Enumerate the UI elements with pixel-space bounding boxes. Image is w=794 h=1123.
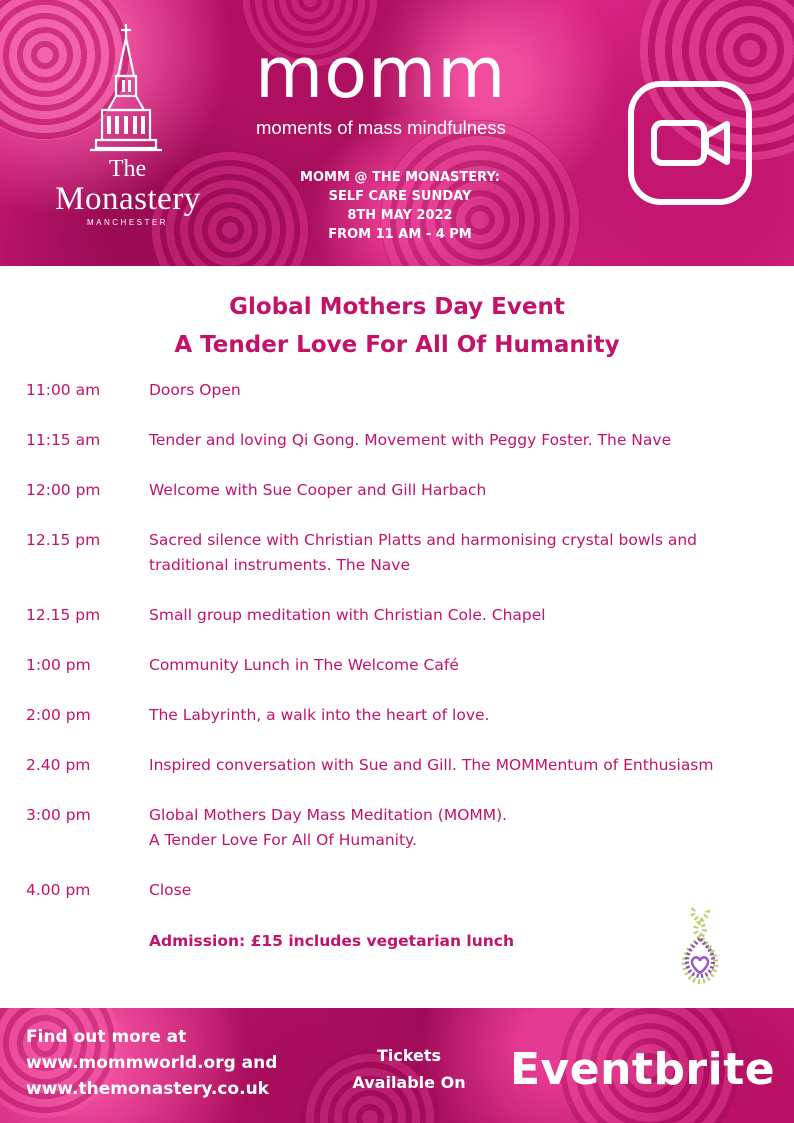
schedule-desc: Tender and loving Qi Gong. Movement with Peggy Foster. The Nave: [149, 431, 672, 449]
title-line: A Tender Love For All Of Humanity: [174, 332, 620, 358]
schedule-row: [26, 703, 766, 728]
momm-logo: momm: [255, 32, 507, 114]
schedule-desc: Sacred silence with Christian Platts and harmonising crystal bowls and traditional instruments. The Nave: [149, 531, 697, 574]
schedule-time: 12.15 pm: [26, 606, 101, 624]
schedule-time: 4.00 pm: [26, 881, 91, 899]
schedule-desc: Welcome with Sue Cooper and Gill Harbach: [149, 481, 487, 499]
schedule-time: 2:00 pm: [26, 706, 91, 724]
schedule-row: [26, 803, 766, 853]
event-details: [265, 168, 535, 244]
venue-name-the: The: [108, 156, 147, 182]
header-banner: [0, 0, 794, 266]
admission-info: Admission: £15 includes vegetarian lunch: [149, 932, 515, 950]
website-link[interactable]: www.mommworld.org and: [26, 1053, 278, 1073]
schedule-row: [26, 653, 766, 678]
title-line: Global Mothers Day Event: [229, 294, 565, 320]
schedule-row: [26, 528, 766, 578]
schedule-desc: Close: [149, 881, 192, 899]
schedule-row: [26, 428, 766, 453]
venue-name: Monastery: [55, 181, 201, 217]
schedule-time: 11:00 am: [26, 381, 101, 399]
schedule-row: [26, 378, 766, 403]
heart-pendant-icon: [672, 905, 728, 993]
event-line: MOMM @ THE MONASTERY:: [300, 170, 500, 185]
schedule-row: [26, 603, 766, 628]
schedule-time: 1:00 pm: [26, 656, 91, 674]
schedule-desc: Inspired conversation with Sue and Gill. The MOMMentum of Enthusiasm: [149, 756, 714, 774]
schedule-desc-line: Global Mothers Day Mass Meditation (MOMM).: [149, 806, 508, 824]
find-out-more: [26, 1024, 326, 1102]
tickets-line: Available On: [352, 1073, 466, 1092]
video-camera-icon: [627, 80, 753, 206]
schedule-time: 3:00 pm: [26, 806, 91, 824]
page-title: [0, 288, 794, 364]
schedule-desc: Community Lunch in The Welcome Café: [149, 656, 459, 674]
schedule-time: 2.40 pm: [26, 756, 91, 774]
schedule-desc-line: A Tender Love For All Of Humanity.: [149, 831, 417, 849]
momm-tagline: moments of mass mindfulness: [256, 117, 506, 138]
venue-city: MANCHESTER: [86, 218, 168, 227]
schedule-row: [26, 753, 766, 778]
schedule-time: 11:15 am: [26, 431, 101, 449]
schedule-desc: [149, 803, 766, 853]
footer-banner: [0, 1008, 794, 1123]
event-line: SELF CARE SUNDAY: [328, 189, 472, 204]
schedule-list: [26, 378, 766, 928]
schedule-row: [26, 478, 766, 503]
monastery-spire-icon: [88, 24, 164, 154]
schedule-time: 12.15 pm: [26, 531, 101, 549]
schedule-time: 12:00 pm: [26, 481, 101, 499]
website-link[interactable]: www.themonastery.co.uk: [26, 1079, 269, 1099]
find-more-line: Find out more at: [26, 1027, 187, 1047]
event-line: FROM 11 AM - 4 PM: [328, 227, 472, 242]
tickets-label: [340, 1042, 478, 1096]
event-line: 8TH MAY 2022: [347, 208, 453, 223]
schedule-row: [26, 878, 766, 903]
schedule-desc: The Labyrinth, a walk into the heart of love.: [149, 706, 490, 724]
schedule-desc: Doors Open: [149, 381, 241, 399]
tickets-line: Tickets: [376, 1046, 442, 1065]
schedule-desc: Small group meditation with Christian Cole. Chapel: [149, 606, 546, 624]
eventbrite-logo[interactable]: Eventbrite: [510, 1044, 776, 1095]
